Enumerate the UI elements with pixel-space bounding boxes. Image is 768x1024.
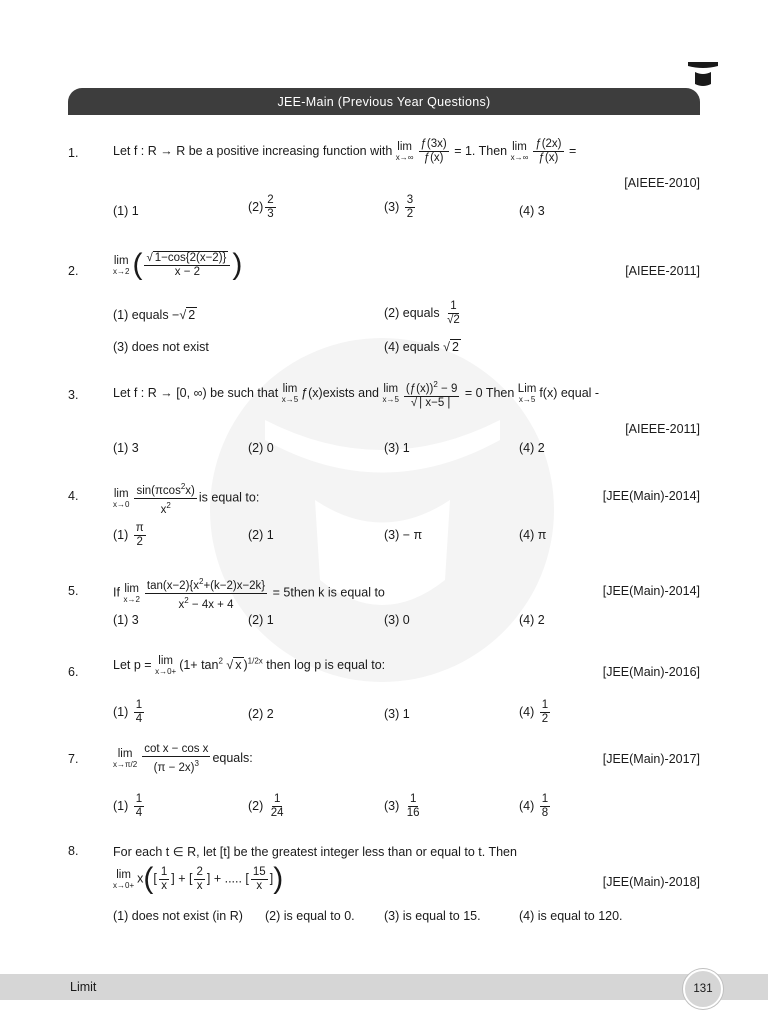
option-3[interactable]: (3) 1 <box>384 441 410 455</box>
option-1[interactable]: (1) $\frac{1}{4}$ <box>113 793 143 819</box>
question-expression: lim x→0+ x([ $\frac{1}{x}$ ] + [ $\frac{2}{x}$ ] + ..... [ $\frac{15}{x}$ ]) <box>113 862 284 895</box>
question-text: lim x→2 ( $\frac{√ 1-\cos\{2(x-2)\}}{x - 2}$ ) <box>113 248 243 281</box>
option-2[interactable]: (2) 1 <box>248 613 274 627</box>
question-text: Let f : R → [0, ∞) be such that lim x→5 ƒ(x)exists and lim x→5 $\frac{(ƒ(x))^2 - 9}{√ | x-5 |}$ = 0 Then Lim x→5 f(x) equal - <box>113 380 600 409</box>
option-4[interactable]: (4) is equal to 120. <box>519 909 623 923</box>
exam-tag: [JEE(Main)-2018] <box>602 875 700 889</box>
question-text: For each t ∈ R, let [t] be the greatest integer less than or equal to t. Then <box>113 845 517 859</box>
exam-tag: [JEE(Main)-2014] <box>602 489 700 503</box>
option-4[interactable]: (4) 2 <box>519 441 545 455</box>
exam-tag: [JEE(Main)-2016] <box>602 665 700 679</box>
question-number: 7. <box>68 752 79 766</box>
chapter-label: Limit <box>70 980 97 994</box>
option-2[interactable]: (2) 0 <box>248 441 274 455</box>
exam-tag: [AIEEE-2011] <box>625 422 700 436</box>
exam-tag: [JEE(Main)-2017] <box>602 752 700 766</box>
option-1[interactable]: (1) $\frac{1}{4}$ <box>113 699 143 725</box>
option-2[interactable]: (2) is equal to 0. <box>265 909 355 923</box>
question-number: 1. <box>68 146 79 160</box>
question-text: Let f : R → R be a positive increasing function with lim x→∞ $\frac{ƒ(3x)}{ƒ(x)}$ = 1. Then lim x→∞ $\frac{ƒ(2x)}{ƒ(x)}$ = <box>113 138 577 164</box>
footer-bar <box>0 974 768 1000</box>
limit-operator: lim x→∞ <box>395 141 414 162</box>
question-text: Let p = lim x→0+ ($1+ \tan^2$ √ x )$^{1/2x}$ then log p is equal to: <box>113 655 386 676</box>
fraction: $\frac{√ 1-\cos\{2(x-2)\}}{x - 2}$ <box>144 252 230 279</box>
limit-operator: lim x→∞ <box>510 141 529 162</box>
option-2[interactable]: (2) $\frac{1}{24}$ <box>248 793 284 819</box>
option-4[interactable]: (4) $\frac{1}{2}$ <box>519 699 549 725</box>
option-3[interactable]: (3) 1 <box>384 707 410 721</box>
exam-tag: [JEE(Main)-2014] <box>602 584 700 598</box>
question-number: 5. <box>68 584 79 598</box>
question-text: If lim x→2 $\frac{\tan(x-2)\{x^2+(k-2)x-2k\}}{x^2 - 4x + 4}$ = 5then k is equal to <box>113 577 385 611</box>
question-number: 6. <box>68 665 79 679</box>
option-1[interactable]: (1) does not exist (in R) <box>113 909 243 923</box>
option-1[interactable]: (1) 3 <box>113 613 139 627</box>
fraction: $\frac{ƒ(2x)}{ƒ(x)}$ <box>535 138 562 164</box>
brand-logo <box>686 60 720 88</box>
limit-operator: lim x→2 <box>113 254 130 276</box>
option-3[interactable]: (3) − π <box>384 528 423 542</box>
exam-tag: [AIEEE-2010] <box>624 176 700 190</box>
question-number: 2. <box>68 264 79 278</box>
question-text: lim x→π/2 $\frac{\text{cot x − cos x}}{(\pi - 2x)^3}$ equals: <box>113 743 253 774</box>
option-2[interactable]: (2) 1 <box>248 528 274 542</box>
question-number: 8. <box>68 844 79 858</box>
fraction: $\frac{ƒ(3x)}{ƒ(x)}$ <box>420 138 447 164</box>
option-3[interactable]: (3) does not exist <box>113 340 209 354</box>
option-3[interactable]: (3) 0 <box>384 613 410 627</box>
option-3[interactable]: (3) $\frac{3}{2}$ <box>384 194 414 220</box>
option-1[interactable]: (1) $\frac{\pi}{2}$ <box>113 522 144 548</box>
option-2[interactable]: (2) 2 <box>248 707 274 721</box>
option-4[interactable]: (4) 3 <box>519 204 545 218</box>
option-1[interactable]: (1) 1 <box>113 204 139 218</box>
exam-tag: [AIEEE-2011] <box>625 264 700 278</box>
question-text: lim x→0 $\frac{\sin(\pi\cos^2x)}{x^2}$ is equal to: <box>113 482 260 516</box>
option-4[interactable]: (4) π <box>519 528 547 542</box>
page-number: 131 <box>683 969 723 1009</box>
option-1[interactable]: (1) equals −√ 2 <box>113 308 196 322</box>
option-3[interactable]: (3) is equal to 15. <box>384 909 481 923</box>
question-number: 3. <box>68 388 79 402</box>
option-4[interactable]: (4) 2 <box>519 613 545 627</box>
option-4[interactable]: (4) equals √ 2 <box>384 340 459 354</box>
option-2[interactable]: (2) $\frac{2}{3}$ <box>248 194 274 220</box>
option-3[interactable]: (3) $\frac{1}{16}$ <box>384 793 420 819</box>
section-header: JEE-Main (Previous Year Questions) <box>68 88 700 115</box>
option-1[interactable]: (1) 3 <box>113 441 139 455</box>
option-2[interactable]: (2) equals $\frac{1}{√2}$ <box>384 300 460 326</box>
option-4[interactable]: (4) $\frac{1}{8}$ <box>519 793 549 819</box>
question-number: 4. <box>68 489 79 503</box>
